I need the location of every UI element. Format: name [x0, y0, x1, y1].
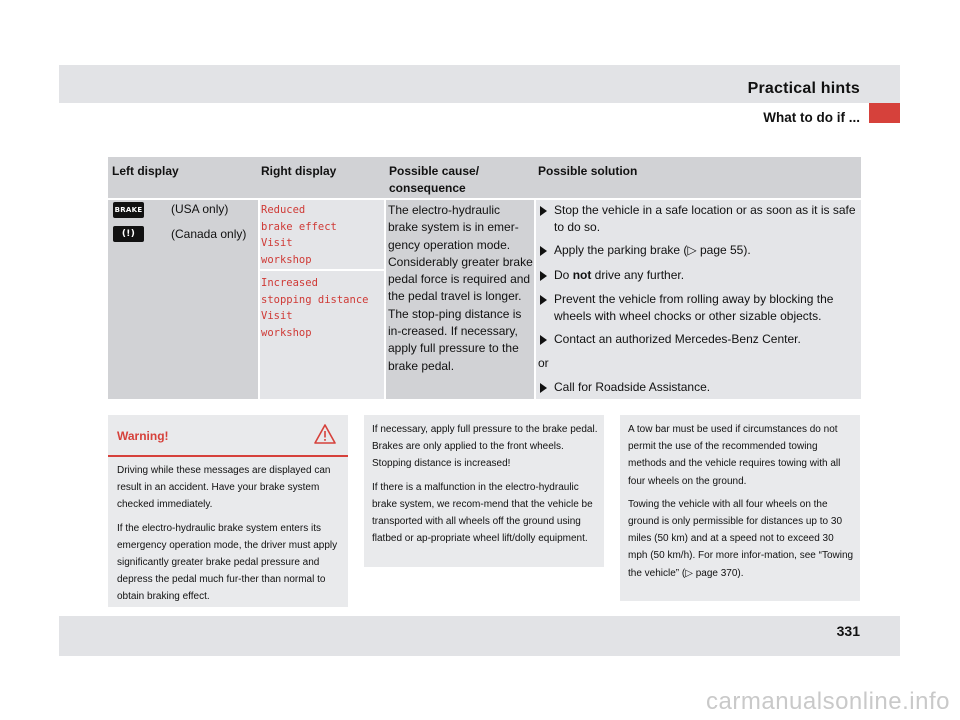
info-body-right: [628, 421, 854, 588]
info-paragraph: If there is a malfunction in the electro-hydraulic brake system, we recom-mend that the vehicle be transported with all wheels off the ground using flatbed or ap-propriate wheel lift/dolly equipment.: [372, 481, 593, 545]
warning-body: [117, 462, 342, 612]
warning-header: [108, 415, 348, 457]
usa-only-label: (USA only): [171, 202, 229, 216]
solution-text-pre: Do: [554, 268, 573, 282]
display-message-line: workshop: [261, 326, 312, 339]
warning-title: Warning!: [117, 429, 169, 443]
brake-lamp-text: BRAKE: [114, 206, 143, 214]
right-display-divider: [260, 269, 384, 271]
warning-triangle-icon: [314, 424, 336, 444]
bullet-arrow-icon: [540, 271, 547, 281]
display-message-line: Increased: [261, 277, 318, 289]
brake-circle-lamp-icon: [113, 226, 144, 242]
solution-text: Contact an authorized Mercedes-Benz Center.: [554, 332, 801, 346]
info-paragraph: Towing the vehicle with all four wheels on the ground is only permissible for distances up to 30 miles (50 km) and at a speed not to exceed 30 mph (50 km/h). For more infor-mation, see “Towing the vehicle” (▷ page 370).: [628, 498, 854, 579]
column-header-cause: Possible cause/ consequence: [389, 164, 480, 195]
warning-box: [108, 415, 348, 607]
brake-warning-lamp-icon: [113, 202, 144, 218]
watermark: carmanualsonline.info: [706, 688, 950, 715]
section-marker-tab: [869, 103, 900, 123]
column-header-left-display: Left display: [112, 164, 179, 178]
display-message-increased-stopping-distance: [261, 275, 368, 341]
solution-text-post: drive any further.: [591, 268, 685, 282]
footer-band: [59, 616, 900, 656]
bullet-arrow-icon: [540, 295, 547, 305]
section-title: Practical hints: [747, 80, 860, 97]
display-message-line: Visit: [261, 237, 293, 249]
brake-circle-lamp-text: (!): [121, 229, 136, 239]
bullet-arrow-icon: [540, 206, 547, 216]
solution-text: Call for Roadside Assistance.: [554, 380, 711, 394]
bullet-arrow-icon: [540, 335, 547, 345]
display-message-line: brake effect: [261, 220, 337, 233]
table-header-row: [108, 157, 861, 198]
info-box-right: [620, 415, 860, 601]
subsection-title: What to do if ...: [763, 110, 860, 125]
solution-text-emphasis: not: [572, 268, 592, 282]
solution-text: Stop the vehicle in a safe location or as soon as it is safe to do so.: [554, 203, 856, 234]
info-body-middle: [372, 421, 598, 553]
info-box-middle: [364, 415, 604, 567]
solution-text: [554, 267, 859, 284]
bullet-arrow-icon: [540, 246, 547, 256]
column-header-solution: Possible solution: [538, 164, 638, 178]
column-header-right-display: Right display: [261, 164, 337, 178]
page-number: 331: [836, 623, 860, 639]
warning-paragraph: Driving while these messages are displayed can result in an accident. Have your brake system checked immediately.: [117, 465, 331, 511]
display-message-line: stopping distance: [261, 293, 369, 306]
warning-paragraph: If the electro-hydraulic brake system enters its emergency operation mode, the driver must apply significantly greater brake pedal pressure and depress the pedal much fur-ther than normal to obtain braking effect.: [117, 522, 338, 603]
info-paragraph: If necessary, apply full pressure to the brake pedal. Brakes are only applied to the front wheels. Stopping distance is increased!: [372, 424, 598, 470]
bullet-arrow-icon: [540, 383, 547, 393]
canada-only-label: (Canada only): [171, 227, 247, 241]
info-paragraph: A tow bar must be used if circumstances do not permit the use of the recommended towing methods and the vehicle requires towing with all four wheels on the ground.: [628, 424, 841, 487]
display-message-line: workshop: [261, 253, 312, 266]
display-message-reduced-brake-effect: [261, 202, 337, 268]
solution-text: Prevent the vehicle from rolling away by blocking the wheels with wheel chocks or other sizable objects.: [554, 292, 834, 323]
display-message-line: Reduced: [261, 204, 306, 216]
or-label: or: [538, 356, 549, 370]
display-message-line: Visit: [261, 310, 293, 322]
solution-text: Apply the parking brake (▷ page 55).: [554, 243, 751, 257]
possible-cause-text: The electro-hydraulic brake system is in emer-gency operation mode. Considerably greater brake pedal force is required and the pedal travel is longer. The stop-ping distance is in-creased. If necessary, apply full pressure to the brake pedal.: [388, 203, 533, 373]
